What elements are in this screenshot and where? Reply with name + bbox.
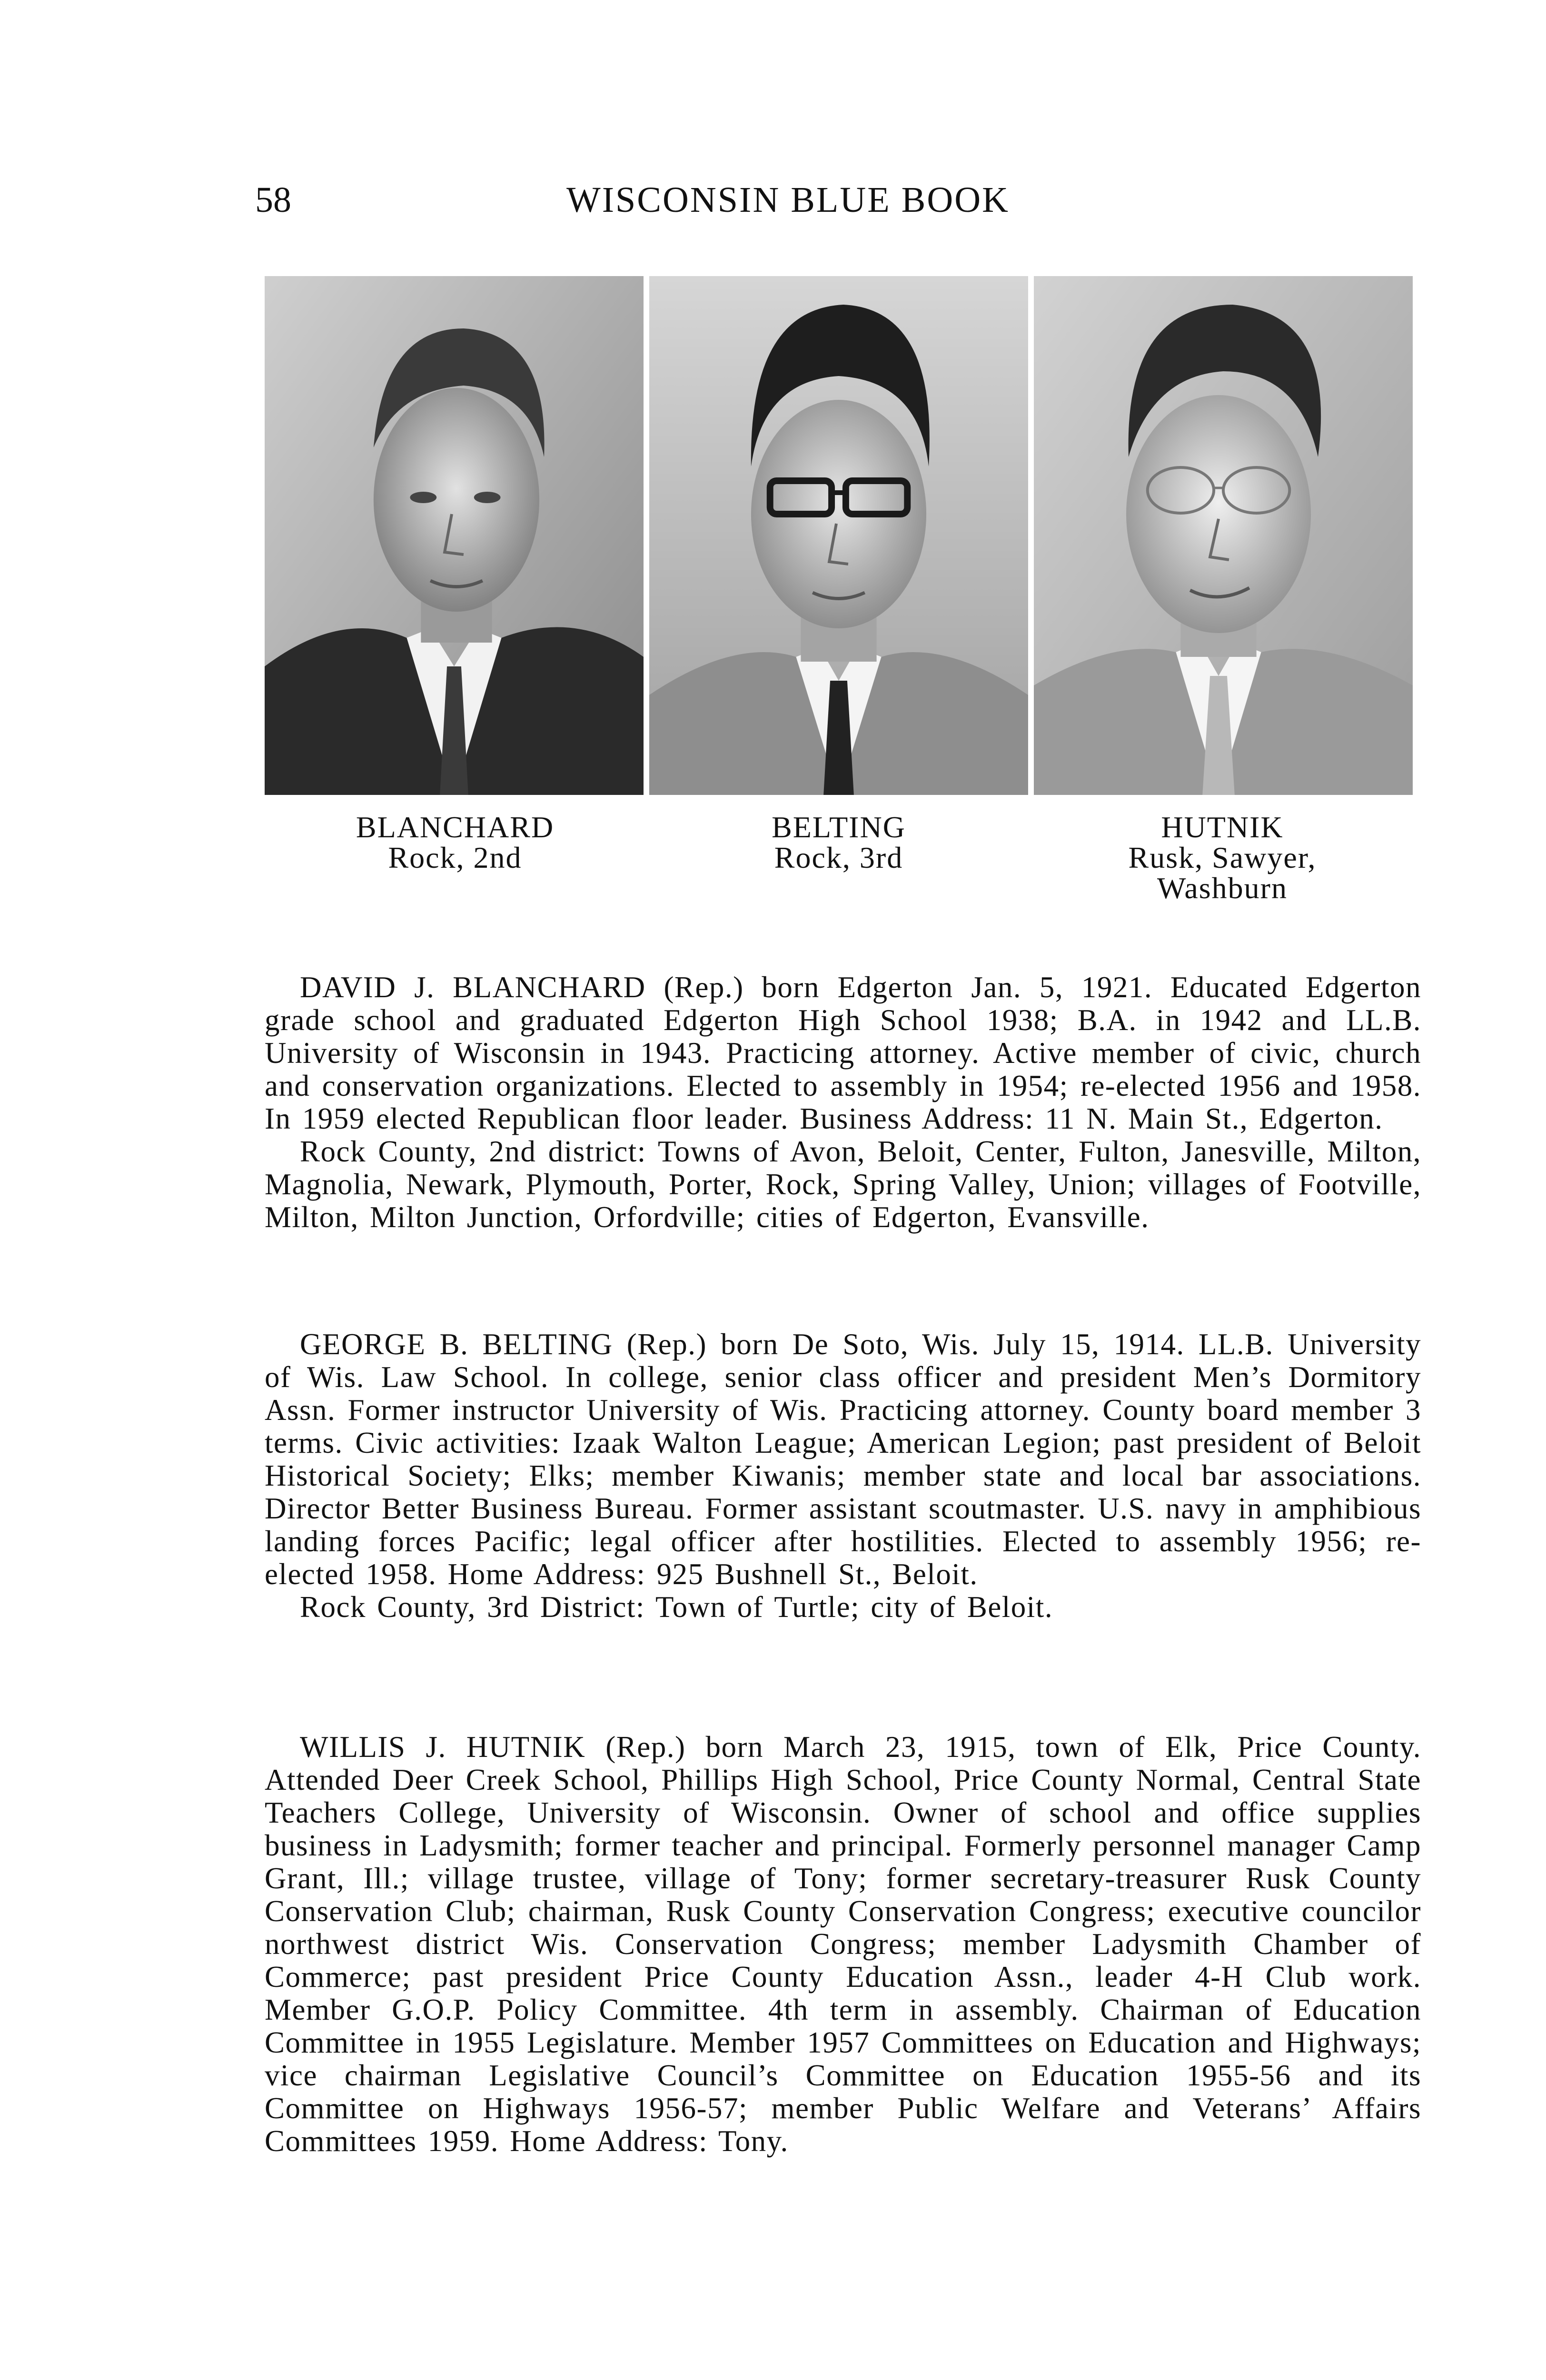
bio-paragraph: GEORGE B. BELTING (Rep.) born De Soto, Wis. July 15, 1914. LL.B. University of Wis. Law School. In college, senior class officer and president Men’s Dormitory Assn. Former instructor University of Wis. Practicing attorney. County board member 3 terms. Civic activities: Izaak Walton League; American Legion; past president of Beloit Historical Society; Elks; member Kiwanis; member state and local bar associations. Director Better Business Bureau. Former assistant scoutmaster. U.S. navy in amphibious landing forces Pacific; legal officer after hostilities. Elected to assembly 1956; re-elected 1958. Home Address: 925 Bushnell St., Beloit. bbox=[265, 1328, 1421, 1591]
caption-blanchard bbox=[265, 812, 645, 873]
caption-district: Rock, 2nd bbox=[388, 841, 522, 874]
bio-belting bbox=[265, 1328, 1421, 1624]
caption-name: BLANCHARD bbox=[356, 810, 555, 844]
bio-paragraph: DAVID J. BLANCHARD (Rep.) born Edgerton Jan. 5, 1921. Educated Edgerton grade school and graduated Edgerton High School 1938; B.A. in 1942 and LL.B. University of Wisconsin in 1943. Practicing attorney. Active member of civic, church and conservation organizations. Elected to assembly in 1954; re-elected 1956 and 1958. In 1959 elected Republican floor leader. Business Address: 11 N. Main St., Edgerton. bbox=[265, 971, 1421, 1135]
page-number: 58 bbox=[255, 180, 291, 220]
district-paragraph: Rock County, 2nd district: Towns of Avon, Beloit, Center, Fulton, Janesville, Milton, Magnolia, Newark, Plymouth, Porter, Rock, Spring Valley, Union; villages of Footville, Milton, Milton Junction, Orfordville; cities of Edgerton, Evansville. bbox=[265, 1135, 1421, 1234]
caption-hutnik bbox=[1032, 812, 1413, 903]
caption-district-continued: Washburn bbox=[1157, 871, 1288, 905]
district-paragraph: Rock County, 3rd District: Town of Turtle; city of Beloit. bbox=[300, 1590, 1053, 1624]
portrait-blanchard bbox=[265, 276, 644, 795]
caption-name: HUTNIK bbox=[1161, 810, 1284, 844]
bio-blanchard bbox=[265, 971, 1421, 1234]
portrait-belting bbox=[649, 276, 1028, 795]
caption-district: Rusk, Sawyer, bbox=[1128, 841, 1317, 874]
portrait-hutnik bbox=[1034, 276, 1413, 795]
portrait-blanchard-image bbox=[265, 276, 644, 795]
bio-paragraph: WILLIS J. HUTNIK (Rep.) born March 23, 1915, town of Elk, Price County. Attended Deer Creek School, Phillips High School, Price County Normal, Central State Teachers College, University of Wisconsin. Owner of school and office supplies business in Ladysmith; former teacher and principal. Formerly personnel manager Camp Grant, Ill.; village trustee, village of Tony; former secretary-treasurer Rusk County Conservation Club; chairman, Rusk County Conservation Congress; executive councilor northwest district Wis. Conservation Congress; member Ladysmith Chamber of Commerce; past president Price County Education Assn., leader 4-H Club work. Member G.O.P. Policy Committee. 4th term in assembly. Chairman of Education Committee in 1955 Legislature. Member 1957 Committees on Education and Highways; vice chairman Legislative Council’s Committee on Education 1955-56 and its Committee on Highways 1956-57; member Public Welfare and Veterans’ Affairs Committees 1959. Home Address: Tony. bbox=[265, 1730, 1421, 2158]
running-title: WISCONSIN BLUE BOOK bbox=[566, 180, 1010, 220]
caption-name: BELTING bbox=[772, 810, 906, 844]
caption-belting bbox=[648, 812, 1029, 873]
caption-district: Rock, 3rd bbox=[774, 841, 903, 874]
portrait-strip bbox=[265, 276, 1413, 795]
bio-hutnik bbox=[265, 1731, 1421, 2158]
portrait-belting-image bbox=[649, 276, 1028, 795]
portrait-hutnik-image bbox=[1034, 276, 1413, 795]
